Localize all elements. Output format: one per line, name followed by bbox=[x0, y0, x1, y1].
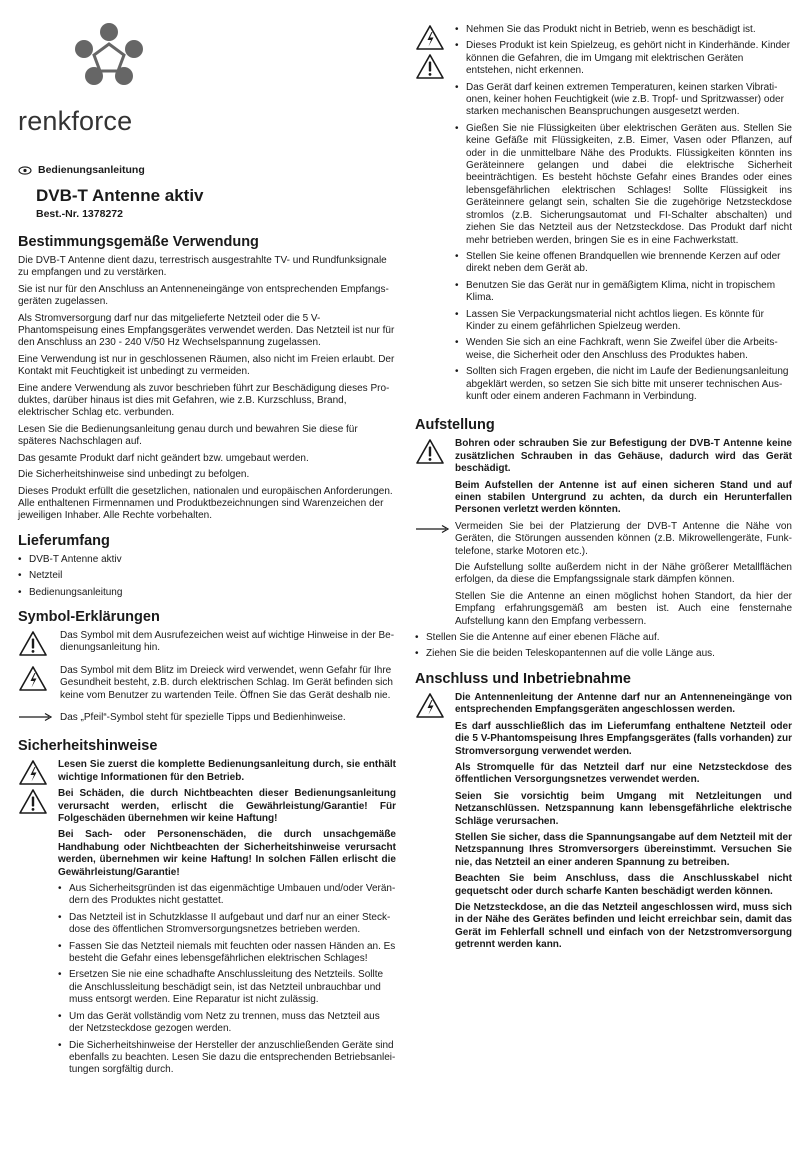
warning-exclamation-icon bbox=[18, 788, 48, 815]
left-column bbox=[18, 0, 396, 1081]
safety-list-left bbox=[58, 883, 396, 1077]
list-item: • Nehmen Sie das Produkt nicht in Betrieb, wenn es beschädigt ist. bbox=[455, 24, 756, 35]
product-title: DVB-T Antenne aktiv bbox=[36, 186, 204, 205]
logo-emblem-icon bbox=[54, 18, 164, 88]
safety-block bbox=[18, 759, 396, 1080]
list-item: • Lassen Sie Verpackungsmaterial nicht achtlos liegen. Es könnte für Kinder zu einem gefährlichen Spielzeug werden. bbox=[455, 308, 764, 332]
scope-heading: Lieferumfang bbox=[18, 532, 110, 549]
list-item: • Um das Gerät vollständig vom Netz zu trennen, muss das Netzteil aus der Netzsteckdose gezogen werden. bbox=[58, 1010, 380, 1035]
connection-warning bbox=[415, 692, 792, 956]
setup-tip-1: Vermeiden Sie bei der Platzierung der DVB-T Antenne die Nähe von Geräten, die Störungen aussenden können (z.B. Mikrowellengeräte, Funktelefone, starke Motoren etc.). bbox=[455, 520, 792, 557]
setup-bold-1: Bohren oder schrauben Sie zur Befestigung der DVB-T Antenne keine zusätzlichen Schrauben in das Gehäuse, dadurch wird das Gerät beschädigt. bbox=[455, 438, 792, 475]
setup-warning bbox=[415, 438, 792, 520]
intended-use-p6: Lesen Sie die Bedienungsanleitung genau durch und bewahren Sie diese für späteres Nachschlagen auf. bbox=[18, 423, 358, 448]
symbol-exclamation-text: Das Symbol mit dem Ausrufezeichen weist auf wichtige Hinweise in der Bedienungsanleitung hin. bbox=[60, 629, 395, 654]
list-item: • Das Netzteil ist in Schutzklasse II aufgebaut und darf nur an einer Steckdose des öffentlichen Stromversorgungsnetzes betrieben werden. bbox=[58, 911, 391, 936]
list-item: • DVB-T Antenne aktiv bbox=[18, 553, 122, 565]
safety-bold-3: Bei Sach- oder Personenschäden, die durch unsachgemäße Handhabung oder Nichtbeachten der Sicherheitshinweise verursacht werden, übernehmen wir keine Haftung! In solchen Fällen erlischt die Gewährleistung/Garantie! bbox=[58, 829, 396, 878]
warning-exclamation-icon bbox=[18, 630, 48, 657]
list-item: • Ziehen Sie die beiden Teleskopantennen auf die volle Länge aus. bbox=[415, 648, 715, 660]
intended-use-p9: Dieses Produkt erfüllt die gesetzlichen, nationalen und europäischen Anforderungen. Alle enthaltenen Firmennamen und Produktbezeichnungen sind Warenzeichen der jeweiligen Inhaber. Alle Rechte vorbehalten. bbox=[18, 485, 393, 522]
arrow-right-icon bbox=[415, 524, 449, 534]
intended-use-p1: Die DVB-T Antenne dient dazu, terrestrisch ausgestrahlte TV- und Rundfunksignale zu empfangen und zu verstärken. bbox=[18, 255, 387, 279]
connection-bold-6: Beachten Sie beim Anschluss, dass die Anschlusskabel nicht gequetscht oder durch scharfe Kanten beschädigt werden können. bbox=[455, 873, 792, 897]
connection-bold-4: Seien Sie vorsichtig beim Umgang mit Netzleitungen und Netzanschlüssen. Netzspannung kann lebensgefährliche elektrische Schläge verursachen. bbox=[455, 790, 792, 827]
list-item: • Netzteil bbox=[18, 570, 63, 582]
list-item: • Fassen Sie das Netzteil niemals mit feuchten oder nassen Händen an. Es besteht die Gefahr eines lebensgefährlichen elektrischen Schlages! bbox=[58, 940, 396, 965]
renkforce-logo bbox=[18, 18, 218, 136]
arrow-right-icon bbox=[18, 712, 52, 722]
list-item: • Das Gerät darf keinen extremen Temperaturen, keinen starken Vibrationen, keiner hohen Feuchtigkeit (wie z.B. Tropf- und Spritzwasser) oder starken mechanischen Beanspruchungen ausgesetzt werden. bbox=[455, 81, 784, 118]
safety-block-continued bbox=[415, 24, 792, 407]
symbol-lightning-row bbox=[18, 665, 396, 706]
warning-exclamation-icon bbox=[415, 438, 445, 465]
warning-lightning-icon bbox=[415, 24, 445, 51]
safety-bold-2: Bei Schäden, die durch Nichtbeachten dieser Bedienungsanleitung verursacht werden, erlischt die Gewährleistung/Garantie! Für Folgeschäden übernehmen wir keine Haftung! bbox=[58, 788, 396, 824]
intended-use-p4: Eine Verwendung ist nur in geschlossenen Räumen, also nicht im Freien erlaubt. Der Kontakt mit Feuchtigkeit ist unbedingt zu vermeiden. bbox=[18, 353, 395, 378]
safety-list-right bbox=[455, 24, 792, 403]
symbol-arrow-text: Das „Pfeil“-Symbol steht für spezielle Tipps und Bedienhinweise. bbox=[60, 711, 346, 723]
order-number: Best.-Nr. 1378272 bbox=[36, 208, 123, 220]
list-item: • Benutzen Sie das Gerät nur in gemäßigtem Klima, nicht in tropischem Klima. bbox=[455, 279, 776, 304]
right-column bbox=[415, 24, 792, 956]
connection-bold-5: Stellen Sie sicher, dass die Spannungsangabe auf dem Netzteil mit der Netzspannung Ihres Stromversorgers übereinstimmt. Versuchen Sie nie, das Netzteil an einer anderen Spannung zu betreiben. bbox=[455, 831, 792, 868]
list-item: • Ersetzen Sie nie eine schadhafte Anschlussleitung des Netzteils. Sollte die Anschlussleitung beschädigt sein, ist das Netzteil unbrauchbar und muss entsorgt werden. Eine Reparatur ist nicht zulässig. bbox=[58, 969, 384, 1006]
brand-name: renkforce bbox=[18, 106, 133, 136]
manual-label-text: Bedienungsanleitung bbox=[38, 164, 145, 176]
scope-list bbox=[18, 554, 396, 599]
list-item: • Stellen Sie die Antenne auf einer ebenen Fläche auf. bbox=[415, 632, 660, 644]
connection-bold-7: Die Netzsteckdose, an die das Netzteil angeschlossen wird, muss sich in der Nähe des Gerätes befinden und leicht erreichbar sein, damit das Gerät im Fehlerfall schnell und einfach von der Netzstromversorgung getrennt werden kann. bbox=[455, 901, 792, 951]
eye-icon bbox=[18, 166, 32, 175]
list-item: • Dieses Produkt ist kein Spielzeug, es gehört nicht in Kinderhände. Kinder können die Gefahren, die im Umgang mit elektrischen Geräten entstehen, nicht erkennen. bbox=[455, 40, 791, 77]
list-item: • Die Sicherheitshinweise der Hersteller der anzuschließenden Geräte sind ebenfalls zu beachten. Lesen Sie dazu die entsprechenden Betriebsanleitungen sorgfältig durch. bbox=[58, 1039, 396, 1076]
symbols-heading: Symbol-Erklärungen bbox=[18, 608, 160, 625]
setup-list bbox=[415, 632, 792, 661]
intended-use-p3: Als Stromversorgung darf nur das mitgelieferte Netzteil oder die 5 V-Phantomspeisung eines Empfangsgerätes verwendet werden. Das Netzteil ist nur für den Anschluss an 230 - 240 V/50 Hz Wechselspannung zugelassen. bbox=[18, 312, 395, 349]
intended-use-p8: Die Sicherheitshinweise sind unbedingt zu befolgen. bbox=[18, 469, 250, 481]
warning-exclamation-icon bbox=[415, 53, 445, 80]
list-item: • Wenden Sie sich an eine Fachkraft, wenn Sie Zweifel über die Arbeitsweise, die Sicherheit oder den Anschluss des Produktes haben. bbox=[455, 337, 778, 361]
connection-bold-1: Die Antennenleitung der Antenne darf nur an Antenneneingänge von entsprechenden Empfangsgeräten angeschlossen werden. bbox=[455, 691, 792, 716]
connection-bold-3: Als Stromquelle für das Netzteil darf nur eine Netzsteckdose des öffentlichen Versorgungsnetzes verwendet werden. bbox=[455, 761, 792, 786]
warning-lightning-icon bbox=[18, 665, 48, 692]
safety-heading: Sicherheitshinweise bbox=[18, 738, 158, 755]
connection-bold-2: Es darf ausschließlich das im Lieferumfang enthaltene Netzteil oder die 5 V-Phantomspeisung Ihres Empfangsgerätes (falls vorhanden) zur Stromversorgung verwendet werden. bbox=[455, 720, 792, 757]
list-item: • Aus Sicherheitsgründen ist das eigenmächtige Umbauen und/oder Verändern des Produktes nicht gestattet. bbox=[58, 883, 396, 907]
safety-bold-1: Lesen Sie zuerst die komplette Bedienungsanleitung durch, sie enthält wichtige Informationen für den Betrieb. bbox=[58, 759, 396, 783]
list-item: • Bedienungsanleitung bbox=[18, 586, 123, 598]
intended-use-heading: Bestimmungsgemäße Verwendung bbox=[18, 234, 259, 250]
setup-tip-3: Stellen Sie die Antenne an einen möglichst hohen Standort, da hier der Empfang erfahrungsgemäß am besten ist. Auch eine fensternahe Aufstellung kann den Empfang verbessern. bbox=[455, 590, 792, 627]
list-item: • Gießen Sie nie Flüssigkeiten über elektrischen Geräten aus. Stellen Sie keine Gefäße mit Flüssigkeiten, z.B. Eimer, Vasen oder Pflanzen, auf oder in die unmittelbare Nähe des Produkts. Flüssigkeiten könnten ins Geräteinnere gelangen und dabei die elektrische Sicherheit beeinträchtigen. Es besteht höchste Gefahr eines Brandes oder eines lebensgefährlichen elektrischen Schlages! Sollte Flüssigkeit ins Geräteinnere gelangt sein, schalten Sie die zugehörige Netzsteckdose stromlos (z.B. Sicherungsautomat und FI-Schalter abschalten) und ziehen Sie das Netzteil aus der Netzsteckdose. Das Produkt darf nicht mehr betrieben werden, bringen Sie es in eine Fachwerkstatt. bbox=[455, 122, 792, 246]
connection-heading: Anschluss und Inbetriebnahme bbox=[415, 670, 631, 687]
symbol-exclamation-row bbox=[18, 630, 396, 659]
intended-use-p5: Eine andere Verwendung als zuvor beschrieben führt zur Beschädigung dieses Produktes, darüber hinaus ist dies mit Gefahren, wie z.B. Kurzschluss, Brand, elektrischer Schlag etc. verbunden. bbox=[18, 382, 390, 419]
symbol-arrow-row bbox=[18, 712, 396, 728]
setup-bold-2: Beim Aufstellen der Antenne ist auf einen sicheren Stand und auf einen stabilen Untergrund zu achten, da durch ein Herunterfallen Personen verletzt werden könnten. bbox=[455, 479, 792, 516]
symbol-lightning-text: Das Symbol mit dem Blitz im Dreieck wird verwendet, wenn Gefahr für Ihre Gesundheit besteht, z.B. durch elektrischen Schlag. Im Gerät befinden sich keine vom Benutzer zu wartenden Teile. Öffnen Sie das Gerät deshalb nie. bbox=[60, 664, 393, 701]
intended-use-p7: Das gesamte Produkt darf nicht geändert bzw. umgebaut werden. bbox=[18, 452, 309, 464]
list-item: • Sollten sich Fragen ergeben, die nicht im Laufe der Bedienungsanleitung abgeklärt werden, so setzen Sie sich bitte mit unserer technischen Auskunft oder einem anderen Fachmann in Verbindung. bbox=[455, 366, 789, 402]
manual-label bbox=[18, 164, 396, 176]
list-item: • Stellen Sie keine offenen Brandquellen wie brennende Kerzen auf oder direkt neben dem Gerät ab. bbox=[455, 250, 781, 275]
setup-heading: Aufstellung bbox=[415, 417, 495, 434]
setup-tip-2: Die Aufstellung sollte außerdem nicht in der Nähe größerer Metallflächen erfolgen, da diese die Empfangssignale stark dämpfen können. bbox=[455, 562, 792, 586]
setup-tips bbox=[415, 521, 792, 632]
warning-lightning-icon bbox=[415, 692, 445, 719]
intended-use-p2: Sie ist nur für den Anschluss an Antenneneingänge von entsprechenden Empfangsgeräten zugelassen. bbox=[18, 283, 389, 308]
warning-lightning-icon bbox=[18, 759, 48, 786]
